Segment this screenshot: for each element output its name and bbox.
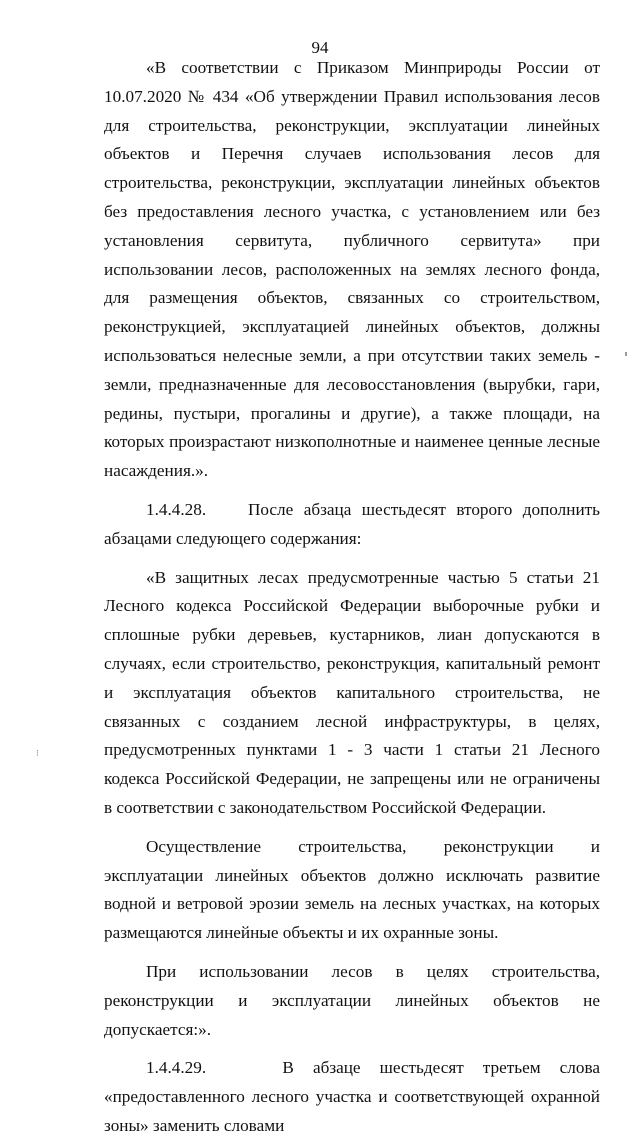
scan-margin-mark: ⁝ [36, 748, 39, 758]
paragraph-protective-forests: «В защитных лесах предусмотренные частью 5 статьи 21 Лесного кодекса Российской Федерации выборочные рубки и сплошные рубки деревьев, кустарников, лиан допускаются в случаях, если строительство, реконструкция, капитальный ремонт и эксплуатация объектов капитального строительства, не связанных с созданием лесной инфраструктуры, в целях, предусмотренных пунктами 1 - 3 части 1 статьи 21 Лесного кодекса Российской Федерации, не запрещены или не ограничены в соответствии с законодательством Российской Федерации. [104, 567, 600, 817]
document-body [104, 54, 605, 1141]
paragraph-item-1-4-4-29: 1.4.4.29. В абзаце шестьдесят третьем слова «предоставленного лесного участка и соответствующей охранной зоны» заменить словами [104, 1058, 605, 1135]
paragraph-gap [104, 1044, 600, 1054]
scan-edge-mark [625, 352, 627, 356]
paragraph-item-1-4-4-28: 1.4.4.28. После абзаца шестьдесят второго дополнить абзацами следующего содержания: [104, 499, 605, 548]
paragraph-not-allowed: При использовании лесов в целях строительства, реконструкции и эксплуатации линейных объектов не допускается:». [104, 961, 600, 1039]
page-number: 94 [311, 38, 329, 57]
paragraph-gap [104, 486, 600, 496]
paragraph-gap [104, 948, 600, 958]
paragraph-gap [104, 823, 600, 833]
paragraph-gap [104, 554, 600, 564]
paragraph-prikaz-quote: «В соответствии с Приказом Минприроды России от 10.07.2020 № 434 «Об утверждении Правил использования лесов для строительства, реконструкции, эксплуатации линейных объектов и Перечня случаев использования лесов для строительства, реконструкции, эксплуатации линейных объектов без предоставления лесного участка, с установлением или без установления сервитута, публичного сервитута» при использовании лесов, расположенных на землях лесного фонда, для размещения объектов, связанных со строительством, реконструкцией, эксплуатацией линейных объектов, должны использоваться нелесные земли, а при отсутствии таких земель - земли, предназначенные для лесовосстановления (вырубки, гари, редины, пустыри, прогалины и другие), а также площади, на которых произрастают низкополнотные и наименее ценные лесные насаждения.». [104, 58, 600, 481]
paragraph-erosion: Осуществление строительства, реконструкции и эксплуатации линейных объектов должно исключать развитие водной и ветровой эрозии земель на лесных участках, на которых размещаются линейные объекты и их охранные зоны. [104, 836, 600, 943]
